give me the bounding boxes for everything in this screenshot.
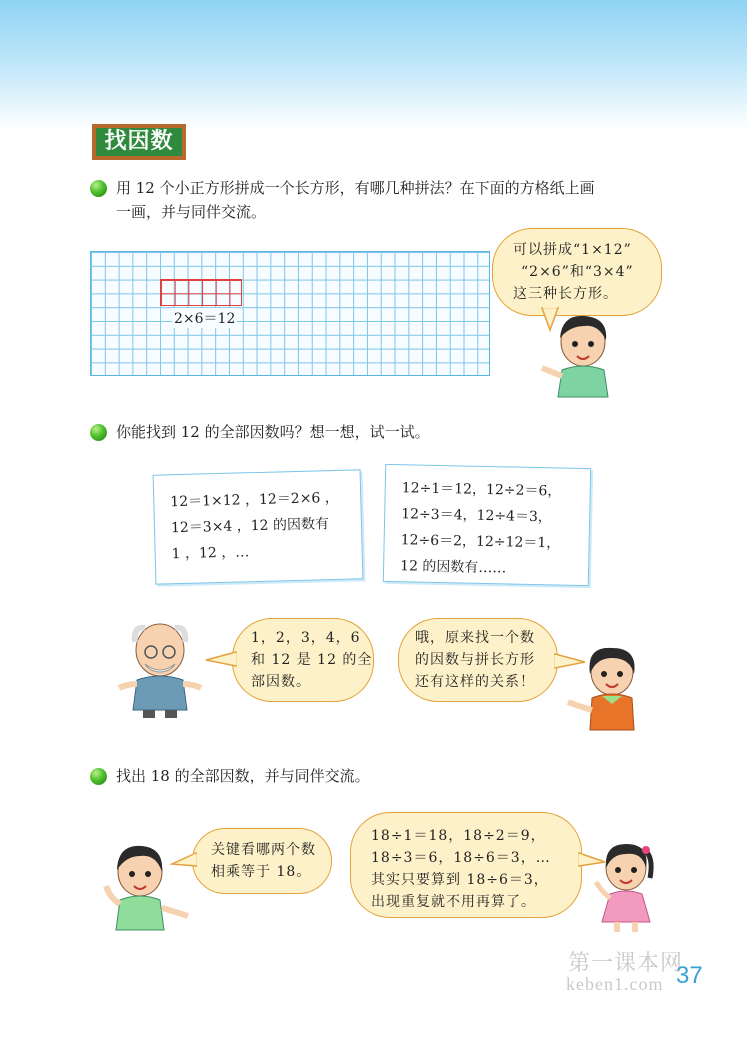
bubble-line: 哦，原来找一个数 xyxy=(415,630,535,646)
bubble-line: 18÷3＝6，18÷6＝3，… xyxy=(371,850,551,866)
watermark-text: 第一课本网 xyxy=(568,951,684,976)
problem-2-text xyxy=(116,420,430,444)
bullet-icon xyxy=(90,768,107,785)
speech-bubble-boy2 xyxy=(192,828,332,894)
problem-1-line-2: 一画，并与同伴交流。 xyxy=(116,203,267,221)
red-rectangle-2x6 xyxy=(160,279,242,306)
card-line: 12÷3＝4，12÷4＝3， xyxy=(401,506,553,526)
problem-3-line-1: 找出 18 的全部因数，并与同伴交流。 xyxy=(116,767,370,785)
card-multiplication xyxy=(153,469,364,584)
bubble-line: 其实只要算到 18÷6＝3， xyxy=(371,872,549,888)
card-line: 12＝3×4 ，12 的因数有 xyxy=(170,516,330,537)
problem-1-line-1: 用 12 个小正方形拼成一个长方形，有哪几种拼法？在下面的方格纸上画 xyxy=(116,179,595,197)
bullet-icon xyxy=(90,180,107,197)
page-number: 37 xyxy=(676,962,703,989)
bubble-line: 1，2，3，4，6 xyxy=(251,630,361,646)
girl-character-icon xyxy=(566,644,646,730)
bubble-tail-icon xyxy=(172,852,196,868)
card-line: 12＝1×12 ，12＝2×6 ， xyxy=(170,489,340,511)
section-title: 找因数 xyxy=(92,124,186,160)
bullet-icon xyxy=(90,424,107,441)
problem-1-text xyxy=(116,176,676,224)
card-line: 12÷1＝12，12÷2＝6， xyxy=(401,480,562,500)
bubble-line: 这三种长方形。 xyxy=(513,286,618,302)
speech-bubble-boy1 xyxy=(492,228,662,316)
speech-bubble-grandpa xyxy=(232,618,374,702)
card-division xyxy=(383,464,591,586)
bubble-line: 部因数。 xyxy=(251,674,311,690)
bubble-line: 还有这样的关系！ xyxy=(415,674,535,690)
bubble-line: 和 12 是 12 的全 xyxy=(251,652,373,668)
speech-bubble-girl1 xyxy=(398,618,558,702)
grandpa-character-icon xyxy=(115,618,205,720)
card-line: 12÷6＝2，12÷12＝1， xyxy=(400,532,561,552)
card-line: 1 ，12 ，… xyxy=(171,544,250,563)
problem-3-text xyxy=(116,764,370,788)
header-band xyxy=(0,0,747,130)
bubble-line: 可以拼成“1×12” xyxy=(513,242,632,258)
bubble-line: 的因数与拼长方形 xyxy=(415,652,535,668)
girl-character-icon xyxy=(596,838,656,934)
speech-bubble-girl2 xyxy=(350,812,582,918)
bubble-line: 18÷1＝18，18÷2＝9， xyxy=(371,828,546,844)
bubble-line: 关键看哪两个数 xyxy=(211,842,316,858)
bubble-line: 相乘等于 18。 xyxy=(211,864,312,880)
square-grid xyxy=(90,251,490,376)
bubble-line: 出现重复就不用再算了。 xyxy=(371,894,536,910)
card-line: 12 的因数有…… xyxy=(399,558,507,577)
watermark-url: keben1.com xyxy=(566,974,664,994)
problem-2-line-1: 你能找到 12 的全部因数吗？想一想，试一试。 xyxy=(116,423,430,441)
grid-label: 2×6＝12 xyxy=(172,308,237,328)
bubble-tail-icon xyxy=(206,650,236,668)
boy-character-icon xyxy=(540,312,620,397)
bubble-line: “2×6”和“3×4” xyxy=(521,264,634,280)
